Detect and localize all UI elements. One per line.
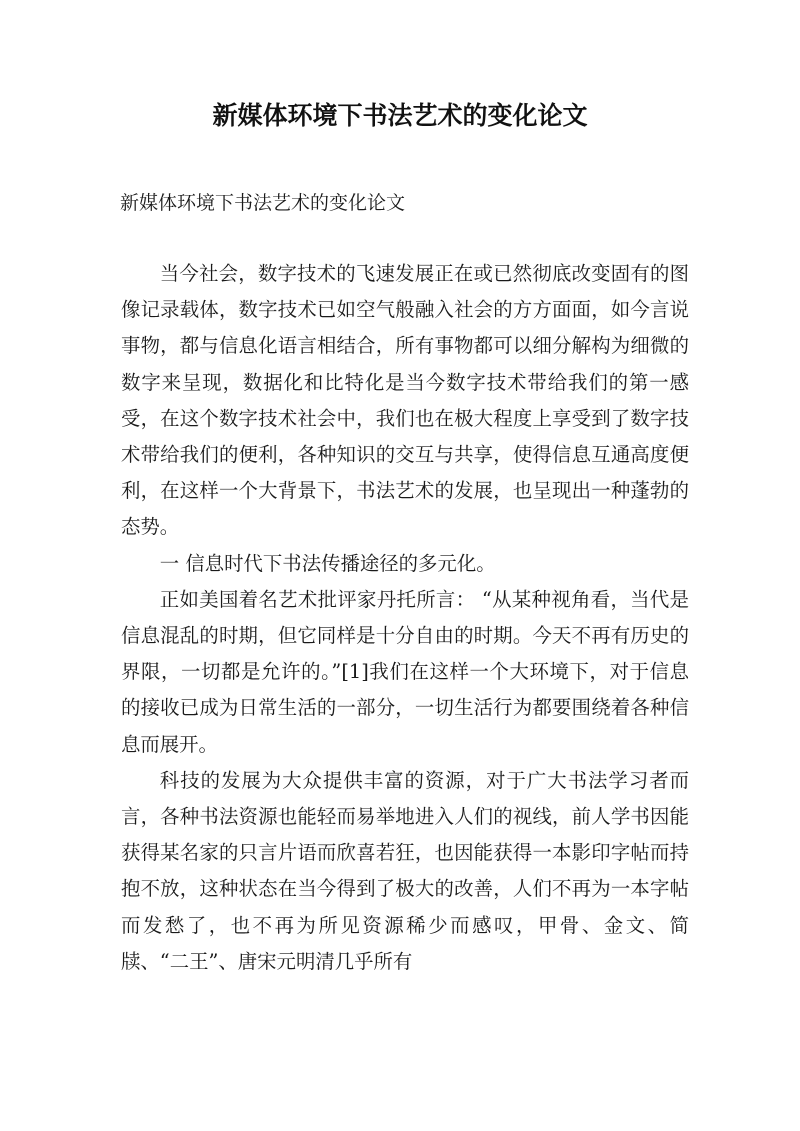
document-body — [121, 256, 689, 980]
section-heading-1: 一 信息时代下书法传播途径的多元化。 — [159, 551, 496, 575]
paragraph-resources: 科技的发展为大众提供丰富的资源，对于广大书法学习者而言，各种书法资源也能轻而易举地进入人们的视线，前人学书因能获得某名家的只言片语而欣喜若狂，也因能获得一本影印字帖而持抱不放，这种状态在当今得到了极大的改善，人们不再为一本字帖而发愁了，也不再为所见资源稀少而感叹，甲骨、金文、简牍、“二王”、唐宋元明清几乎所有 — [121, 768, 689, 973]
paragraph-intro: 当今社会，数字技术的飞速发展正在或已然彻底改变固有的图像记录载体，数字技术已如空气般融入社会的方方面面，如今言说事物，都与信息化语言相结合，所有事物都可以细分解构为细微的数字来呈现，数据化和比特化是当今数字技术带给我们的第一感受，在这个数字技术社会中，我们也在极大程度上享受到了数字技术带给我们的便利，各种知识的交互与共享，使得信息互通高度便利，在这样一个大背景下，书法艺术的发展，也呈现出一种蓬勃的态势。 — [121, 262, 689, 539]
document-subtitle: 新媒体环境下书法艺术的变化论文 — [120, 192, 406, 214]
paragraph-danto-quote: 正如美国着名艺术批评家丹托所言： “从某种视角看，当代是信息混乱的时期，但它同样是十分自由的时期。今天不再有历史的界限，一切都是允许的。”[1]我们在这样一个大环境下，对于信息的接收已成为日常生活的一部分，一切生活行为都要围绕着各种信息而展开。 — [121, 587, 689, 756]
page-title: 新媒体环境下书法艺术的变化论文 — [212, 101, 588, 130]
